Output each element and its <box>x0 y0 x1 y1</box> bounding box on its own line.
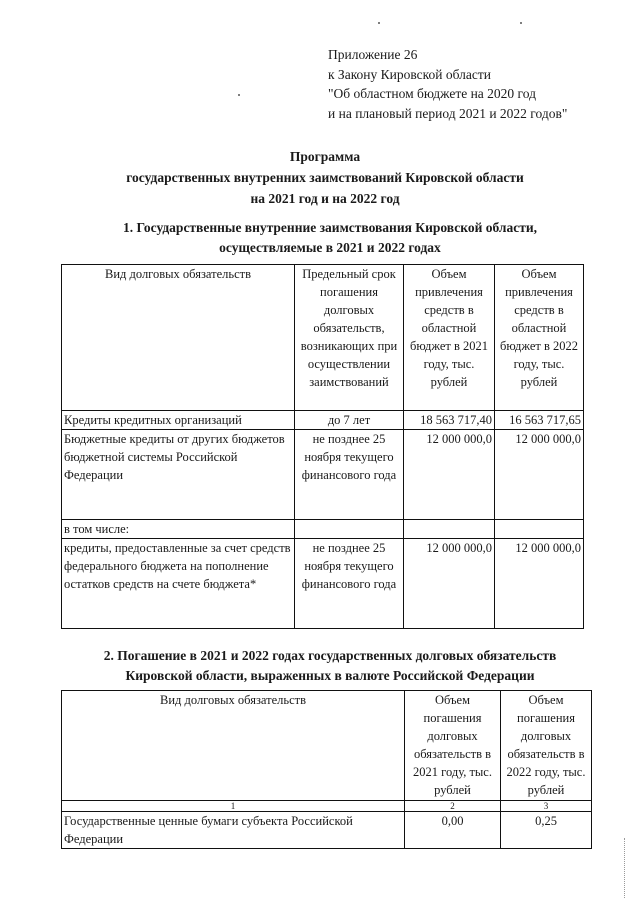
table-row <box>62 539 584 629</box>
header-cell: Вид долговых обязательств <box>62 265 295 411</box>
section2-heading <box>60 646 600 686</box>
borrowings-table <box>61 264 584 629</box>
title-line: государственных внутренних заимствований Кировской области <box>126 170 524 185</box>
appendix-line: к Закону Кировской области <box>328 66 492 82</box>
appendix-line: и на плановый период 2021 и 2022 годов" <box>328 105 568 121</box>
row-value-2021: 12 000 000,0 <box>404 539 495 629</box>
index-row <box>62 801 592 812</box>
table-row <box>62 520 584 539</box>
row-value-2021: 0,00 <box>405 812 501 849</box>
row-value-2022 <box>495 520 584 539</box>
table-row <box>62 812 592 849</box>
header-cell: Объем привлечения средств в областной бюджет в 2022 году, тыс. рублей <box>495 265 584 411</box>
row-term: до 7 лет <box>295 411 404 430</box>
appendix-line: Приложение 26 <box>328 47 418 62</box>
header-cell: Предельный срок погашения долговых обязательств, возникающих при осуществлении заимствований <box>295 265 404 411</box>
table-header-row <box>62 265 584 411</box>
row-name: кредиты, предоставленные за счет средств федерального бюджета на пополнение остатков средств на счете бюджета* <box>62 539 295 629</box>
row-value-2022: 16 563 717,65 <box>495 411 584 430</box>
row-value-2022: 0,25 <box>501 812 592 849</box>
row-value-2021 <box>404 520 495 539</box>
section1-heading-line: осуществляемые в 2021 и 2022 годах <box>219 240 441 255</box>
header-cell: Объем погашения долговых обязательств в 2021 году, тыс. рублей <box>405 691 501 801</box>
row-name: Бюджетные кредиты от других бюджетов бюджетной системы Российской Федерации <box>62 430 295 520</box>
appendix-line: "Об областном бюджете на 2020 год <box>328 86 536 101</box>
row-name: Кредиты кредитных организаций <box>62 411 295 430</box>
section2-heading-line: Кировской области, выраженных в валюте Российской Федерации <box>125 668 535 683</box>
row-term: не позднее 25 ноября текущего финансового года <box>295 430 404 520</box>
scan-speck <box>378 22 380 24</box>
appendix-note <box>328 45 567 123</box>
scan-edge-mark <box>624 838 626 898</box>
section1-heading-line: 1. Государственные внутренние заимствования Кировской области, <box>122 220 537 235</box>
scan-speck <box>520 22 522 24</box>
index-cell: 3 <box>501 801 592 812</box>
row-term <box>295 520 404 539</box>
repayments-table <box>61 690 592 849</box>
table-header-row <box>62 691 592 801</box>
row-name: в том числе: <box>62 520 295 539</box>
table-row <box>62 430 584 520</box>
index-cell: 2 <box>405 801 501 812</box>
index-cell: 1 <box>62 801 405 812</box>
section2-heading-line: 2. Погашение в 2021 и 2022 годах государственных долговых обязательств <box>103 648 557 663</box>
row-value-2021: 12 000 000,0 <box>404 430 495 520</box>
row-name: Государственные ценные бумаги субъекта Российской Федерации <box>62 812 405 849</box>
header-cell: Объем погашения долговых обязательств в 2022 году, тыс. рублей <box>501 691 592 801</box>
row-term: не позднее 25 ноября текущего финансового года <box>295 539 404 629</box>
document-title <box>60 146 590 209</box>
scan-speck <box>238 94 240 96</box>
title-line: Программа <box>289 149 361 164</box>
row-value-2022: 12 000 000,0 <box>495 539 584 629</box>
header-cell: Объем привлечения средств в областной бюджет в 2021 году, тыс. рублей <box>404 265 495 411</box>
section1-heading <box>60 218 600 258</box>
row-value-2021: 18 563 717,40 <box>404 411 495 430</box>
table-row <box>62 411 584 430</box>
header-cell: Вид долговых обязательств <box>62 691 405 801</box>
title-line: на 2021 год и на 2022 год <box>250 191 400 206</box>
row-value-2022: 12 000 000,0 <box>495 430 584 520</box>
